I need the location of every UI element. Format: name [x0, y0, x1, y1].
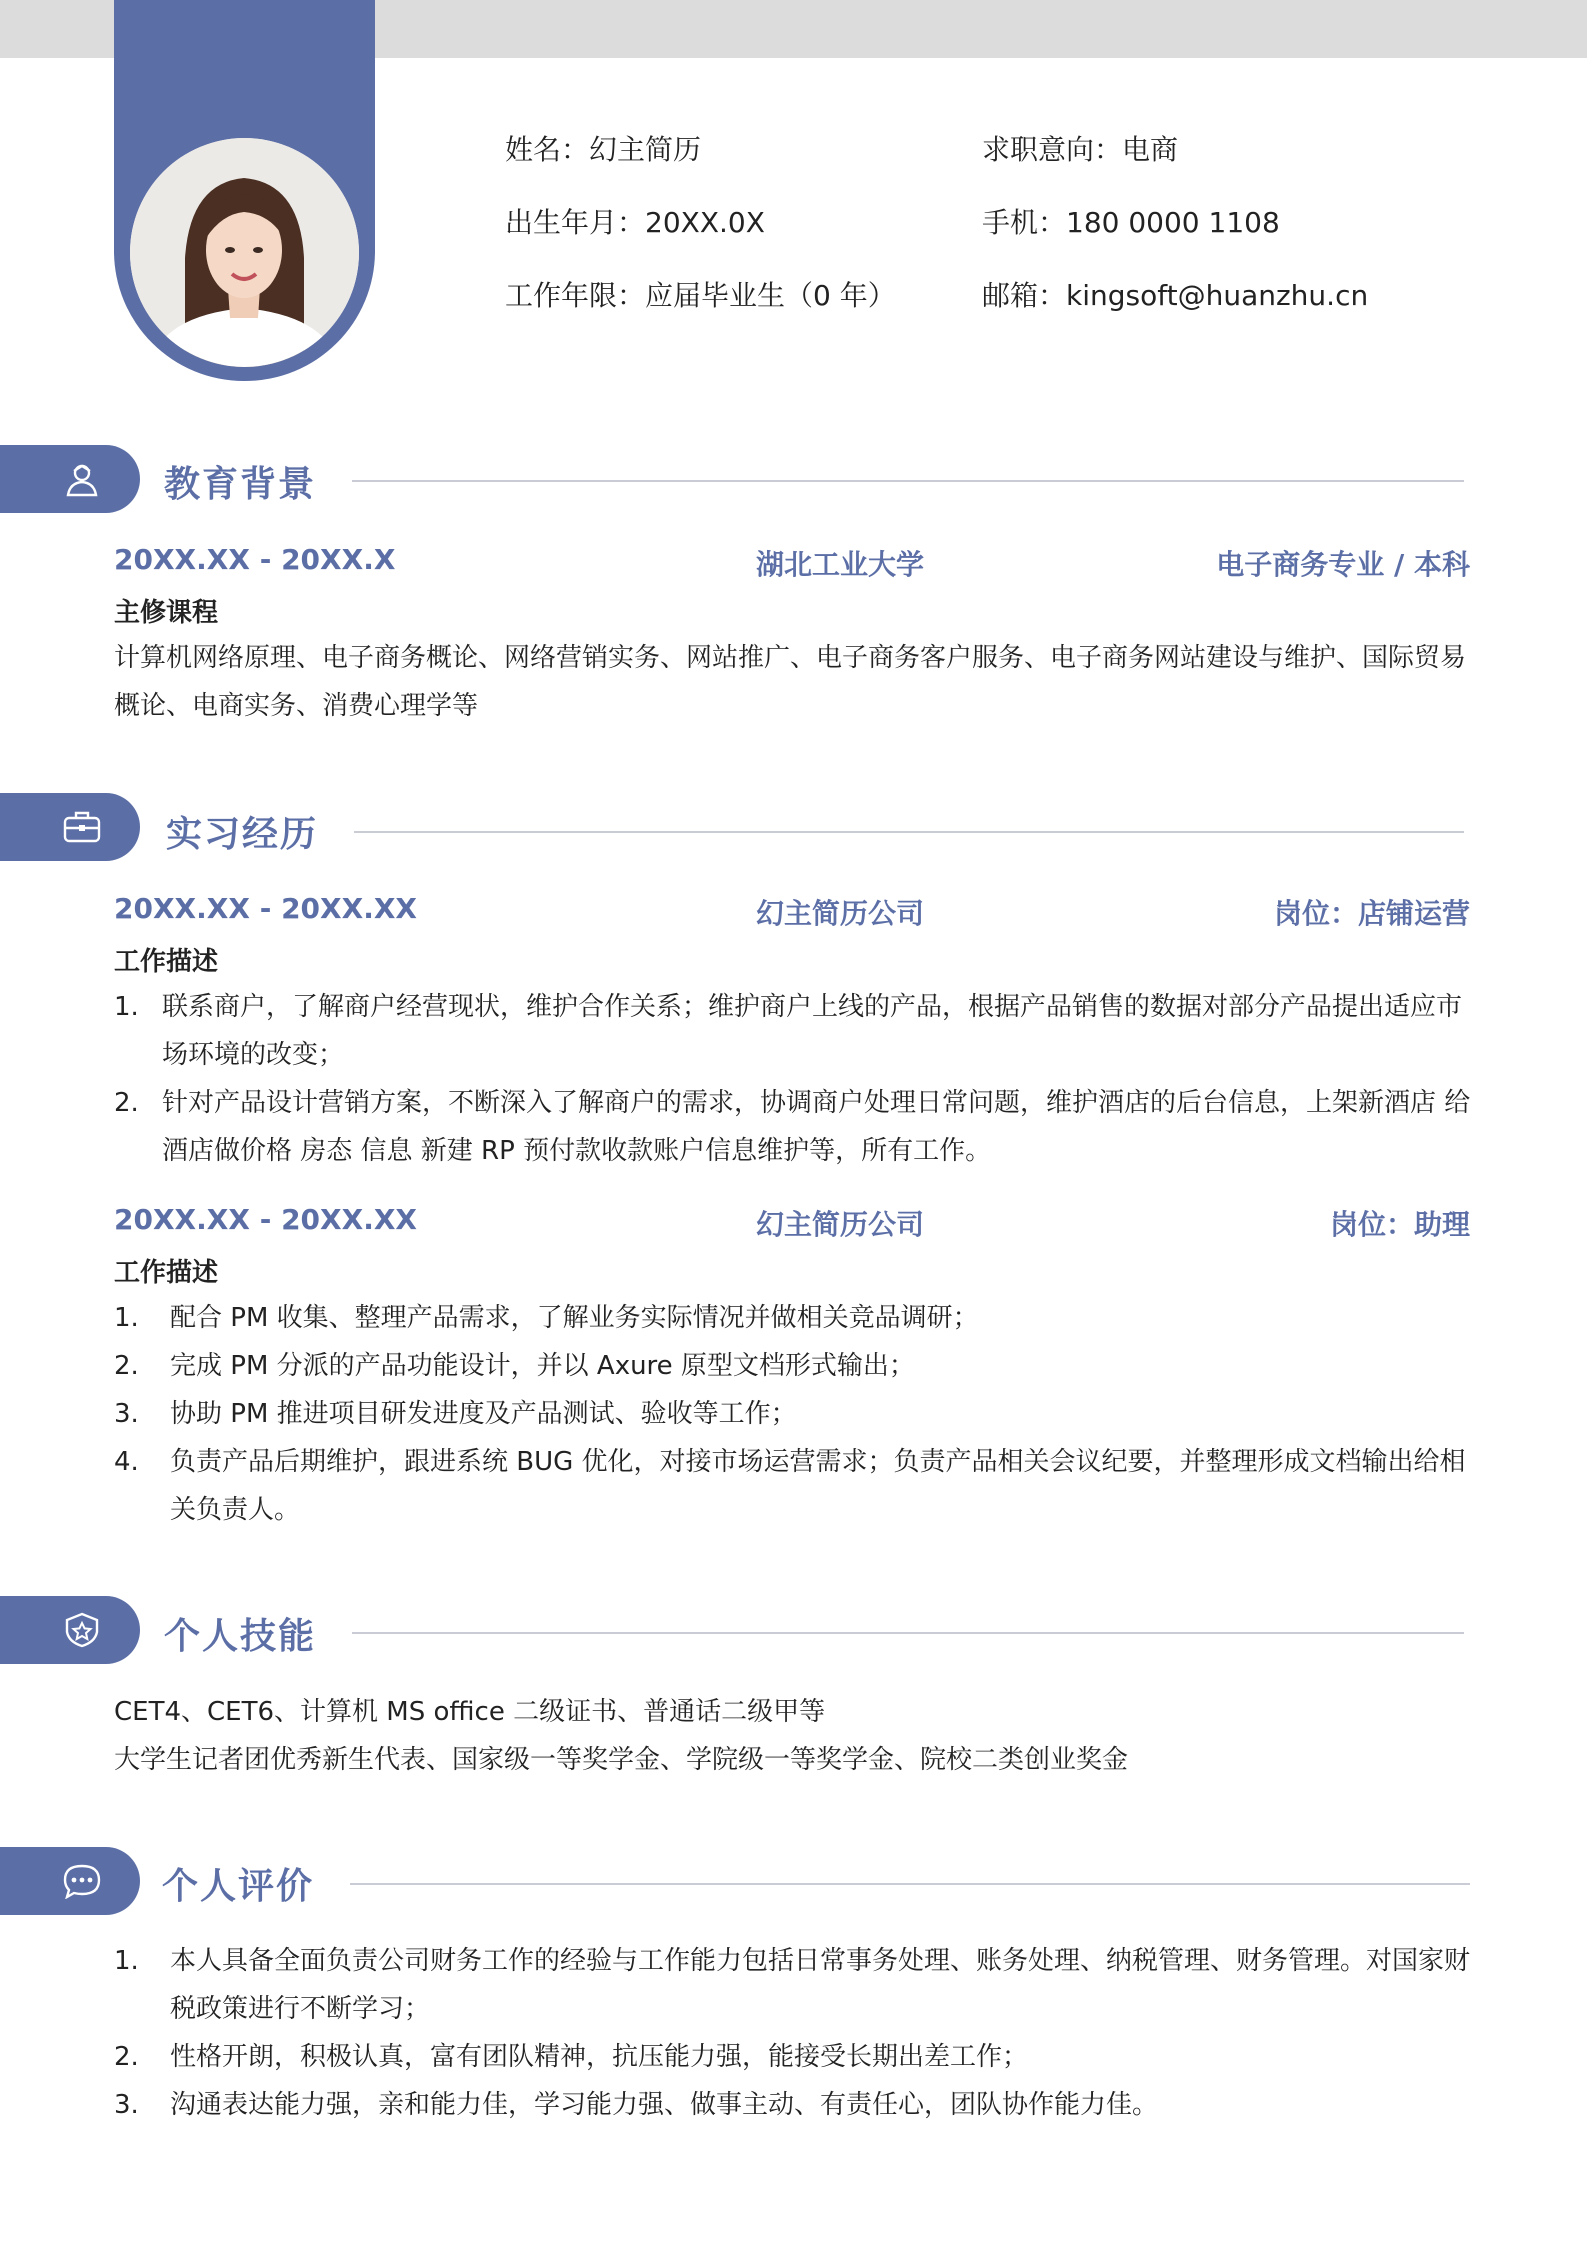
job2-company: 幻主简历公司 — [755, 1208, 924, 1241]
star-shield-icon — [62, 1612, 102, 1648]
job1-desc-label: 工作描述 — [114, 947, 219, 977]
list-item: 2. 性格开朗，积极认真，富有团队精神，抗压能力强，能接受长期出差工作； — [114, 2042, 1029, 2072]
skills-line-2: 大学生记者团优秀新生代表、国家级一等奖学金、学院级一等奖学金、院校二类创业奖金 — [114, 1745, 1129, 1775]
birth-value: 20XX.0X — [645, 206, 765, 239]
skills-title: 个人技能 — [164, 1616, 317, 1657]
evaluation-divider — [350, 1883, 1470, 1885]
list-item: 1. 配合 PM 收集、整理产品需求，了解业务实际情况并做相关竞品调研； — [114, 1303, 979, 1333]
education-period: 20XX.XX - 20XX.X — [114, 543, 396, 576]
job1-list — [114, 983, 1474, 1175]
briefcase-icon — [62, 809, 102, 845]
education-school: 湖北工业大学 — [755, 548, 924, 581]
email-label: 邮箱： — [982, 279, 1067, 312]
birth-label: 出生年月： — [505, 206, 646, 239]
job2-desc-label: 工作描述 — [114, 1258, 219, 1288]
education-tab — [0, 445, 140, 513]
phone-label: 手机： — [982, 206, 1067, 239]
education-major: 电子商务专业 / 本科 — [1216, 548, 1470, 581]
internship-tab — [0, 793, 140, 861]
evaluation-title: 个人评价 — [162, 1866, 315, 1907]
list-item: 3. 协助 PM 推进项目研发进度及产品测试、验收等工作； — [114, 1399, 797, 1429]
intent-label: 求职意向： — [982, 133, 1123, 166]
skills-tab — [0, 1596, 140, 1664]
job2-period: 20XX.XX - 20XX.XX — [114, 1203, 418, 1236]
avatar — [130, 138, 359, 367]
list-item: 1. 联系商户，了解商户经营现状，维护合作关系；维护商户上线的产品，根据产品销售的数据对部分产品提出适应市场环境的改变； — [114, 992, 1463, 1070]
courses-text: 计算机网络原理、电子商务概论、网络营销实务、网站推广、电子商务客户服务、电子商务网站建设与维护、国际贸易概论、电商实务、消费心理学等 — [114, 643, 1467, 721]
intent-value: 电商 — [1122, 133, 1179, 166]
job1-period: 20XX.XX - 20XX.XX — [114, 892, 418, 925]
list-item: 2. 针对产品设计营销方案，不断深入了解商户的需求，协调商户处理日常问题，维护酒店的后台信息，上架新酒店 给酒店做价格 房态 信息 新建 RP 预付款收款账户信息维护等，所有工作。 — [114, 1088, 1471, 1166]
name-value: 幻主简历 — [589, 133, 702, 166]
internship-title: 实习经历 — [166, 814, 319, 855]
email-value: kingsoft@huanzhu.cn — [1066, 279, 1369, 312]
job1-role: 岗位：店铺运营 — [1273, 897, 1470, 930]
name-row — [505, 128, 701, 168]
courses-label: 主修课程 — [114, 598, 219, 628]
email-row — [982, 274, 1368, 314]
list-item: 1. 本人具备全面负责公司财务工作的经验与工作能力包括日常事务处理、账务处理、纳税管理、财务管理。对国家财税政策进行不断学习； — [114, 1946, 1471, 2024]
name-label: 姓名： — [505, 133, 590, 166]
internship-divider — [354, 831, 1464, 833]
chat-bubble-icon — [62, 1863, 102, 1899]
education-title: 教育背景 — [164, 464, 317, 505]
phone-value: 180 0000 1108 — [1066, 206, 1280, 239]
evaluation-tab — [0, 1847, 140, 1915]
years-label: 工作年限： — [505, 279, 646, 312]
job1-company: 幻主简历公司 — [755, 897, 924, 930]
birth-row — [505, 201, 765, 241]
education-divider — [352, 480, 1464, 482]
graduate-icon — [62, 461, 102, 497]
job2-role: 岗位：助理 — [1329, 1208, 1470, 1241]
phone-row — [982, 201, 1280, 241]
intent-row — [982, 128, 1178, 168]
years-value: 应届毕业生（0 年） — [645, 279, 896, 312]
list-item: 3. 沟通表达能力强，亲和能力佳，学习能力强、做事主动、有责任心，团队协作能力佳。 — [114, 2090, 1159, 2120]
list-item: 4. 负责产品后期维护，跟进系统 BUG 优化，对接市场运营需求；负责产品相关会议纪要，并整理形成文档输出给相关负责人。 — [114, 1447, 1466, 1525]
skills-line-1: CET4、CET6、计算机 MS office 二级证书、普通话二级甲等 — [114, 1697, 826, 1727]
years-row — [505, 274, 896, 314]
skills-divider — [352, 1632, 1464, 1634]
evaluation-list — [114, 1937, 1474, 2129]
job2-list — [114, 1294, 1474, 1534]
list-item: 2. 完成 PM 分派的产品功能设计，并以 Axure 原型文档形式输出； — [114, 1351, 915, 1381]
